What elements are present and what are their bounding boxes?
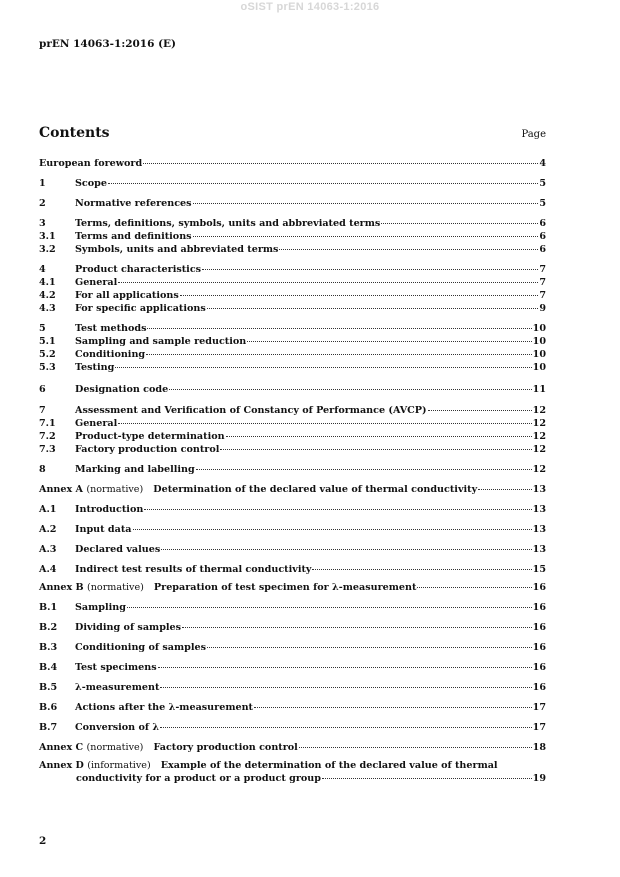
dot-leader bbox=[158, 666, 532, 668]
toc-entry-title: Conversion of λ bbox=[75, 722, 160, 733]
toc-entry-title bbox=[39, 483, 477, 496]
toc-entry-number: 5 bbox=[39, 323, 46, 334]
toc-entry-title: General bbox=[75, 418, 118, 429]
toc-entry-page: 4 bbox=[539, 158, 546, 169]
dot-leader bbox=[193, 202, 539, 204]
toc-entry-title: Test methods bbox=[75, 323, 147, 334]
toc-entry-number: A.3 bbox=[39, 544, 57, 555]
toc-entry-number: 1 bbox=[39, 178, 46, 189]
dot-leader bbox=[279, 248, 538, 250]
toc-entry-title: Normative references bbox=[75, 198, 192, 209]
toc-entry[interactable] bbox=[39, 621, 546, 634]
toc-entry-number: 7.2 bbox=[39, 431, 56, 442]
toc-entry[interactable] bbox=[39, 276, 546, 289]
toc-entry-number: 7.3 bbox=[39, 444, 56, 455]
toc-entry-title: Terms, definitions, symbols, units and abbreviated terms bbox=[75, 218, 381, 229]
dot-leader bbox=[115, 366, 531, 368]
toc-entry-title: Sampling and sample reduction bbox=[75, 336, 247, 347]
toc-entry-page: 12 bbox=[532, 444, 546, 455]
dot-leader bbox=[428, 409, 532, 411]
toc-entry-page: 10 bbox=[532, 323, 546, 334]
toc-entry-page: 7 bbox=[539, 290, 546, 301]
toc-entry-page: 6 bbox=[539, 231, 546, 242]
toc-entry[interactable] bbox=[39, 322, 546, 335]
toc-entry-page: 16 bbox=[532, 582, 546, 593]
dot-leader bbox=[202, 268, 538, 270]
toc-entry-page: 13 bbox=[532, 544, 546, 555]
toc-entry-title: Product-type determination bbox=[75, 431, 225, 442]
page-title: Contents bbox=[39, 125, 110, 141]
toc-entry[interactable] bbox=[39, 563, 546, 576]
annex-status: (normative) bbox=[87, 582, 144, 593]
toc-entry[interactable] bbox=[39, 197, 546, 210]
toc-entry-page: 13 bbox=[532, 484, 546, 495]
toc-entry[interactable] bbox=[39, 641, 546, 654]
annex-label: Annex A bbox=[39, 484, 84, 495]
dot-leader bbox=[143, 162, 538, 164]
toc-entry-page: 15 bbox=[532, 564, 546, 575]
toc-entry[interactable] bbox=[39, 601, 546, 614]
page-number: 2 bbox=[39, 835, 47, 847]
dot-leader bbox=[118, 422, 531, 424]
toc-entry-title bbox=[39, 581, 416, 594]
toc-entry-title bbox=[39, 741, 298, 754]
annex-label: Annex C bbox=[39, 742, 84, 753]
dot-leader bbox=[226, 435, 532, 437]
annex-status: (informative) bbox=[87, 760, 151, 771]
toc-entry-title: Introduction bbox=[75, 504, 144, 515]
toc-entry-title: Test specimens bbox=[75, 662, 157, 673]
toc-entry-title bbox=[39, 759, 498, 772]
dot-leader bbox=[160, 726, 532, 728]
toc-entry-title: Actions after the λ-measurement bbox=[75, 702, 253, 713]
toc-entry[interactable] bbox=[39, 661, 546, 674]
dot-leader bbox=[247, 340, 531, 342]
toc-entry-title: Assessment and Verification of Constancy of Performance (AVCP) bbox=[75, 405, 427, 416]
toc-entry-page: 6 bbox=[539, 244, 546, 255]
toc-entry-page: 10 bbox=[532, 336, 546, 347]
toc-entry-number: B.4 bbox=[39, 662, 58, 673]
toc-entry-title: Terms and definitions bbox=[75, 231, 192, 242]
toc-entry-page: 12 bbox=[532, 405, 546, 416]
toc-entry[interactable] bbox=[39, 335, 546, 348]
toc-entry[interactable] bbox=[39, 523, 546, 536]
toc-entry[interactable] bbox=[39, 741, 546, 754]
annex-title: Determination of the declared value of thermal conductivity bbox=[153, 484, 478, 495]
toc-entry-page: 19 bbox=[532, 773, 546, 784]
toc-entry-number: 4.2 bbox=[39, 290, 56, 301]
toc-entry-title: Input data bbox=[75, 524, 132, 535]
toc-entry-title: Product characteristics bbox=[75, 264, 202, 275]
toc-entry-page: 16 bbox=[532, 682, 546, 693]
toc-entry[interactable] bbox=[39, 483, 546, 496]
dot-leader bbox=[478, 488, 531, 490]
dot-leader bbox=[147, 327, 531, 329]
annex-status: (normative) bbox=[86, 742, 144, 753]
toc-entry[interactable] bbox=[39, 289, 546, 302]
toc-entry-page: 9 bbox=[539, 303, 546, 314]
toc-entry-title: Designation code bbox=[75, 384, 169, 395]
toc-entry-title: Conditioning of samples bbox=[75, 642, 206, 653]
dot-leader bbox=[144, 508, 531, 510]
toc-entry-title: Sampling bbox=[75, 602, 126, 613]
toc-entry-page: 18 bbox=[532, 742, 546, 753]
toc-entry-page: 13 bbox=[532, 524, 546, 535]
toc-entry[interactable] bbox=[39, 302, 546, 315]
toc-entry[interactable] bbox=[39, 230, 546, 243]
toc-entry[interactable] bbox=[39, 443, 546, 456]
toc-entry-page: 17 bbox=[532, 702, 546, 713]
dot-leader bbox=[207, 307, 539, 309]
dot-leader bbox=[182, 626, 532, 628]
toc-entry-title: Conditioning bbox=[75, 349, 146, 360]
toc-entry-number: 5.2 bbox=[39, 349, 56, 360]
toc-entry[interactable] bbox=[39, 681, 546, 694]
toc-entry-title: Symbols, units and abbreviated terms bbox=[75, 244, 279, 255]
toc-entry-title: Factory production control bbox=[75, 444, 220, 455]
dot-leader bbox=[160, 686, 531, 688]
toc-entry-number: B.5 bbox=[39, 682, 58, 693]
toc-entry-page: 16 bbox=[532, 602, 546, 613]
toc-entry-number: B.6 bbox=[39, 702, 58, 713]
toc-entry-page: 10 bbox=[532, 362, 546, 373]
toc-entry-number: B.3 bbox=[39, 642, 58, 653]
annex-label: Annex D bbox=[39, 760, 84, 771]
toc-entry-number: 3.2 bbox=[39, 244, 56, 255]
toc-entry-number: A.1 bbox=[39, 504, 57, 515]
dot-leader bbox=[312, 568, 531, 570]
dot-leader bbox=[180, 294, 539, 296]
toc-entry-number: 3.1 bbox=[39, 231, 56, 242]
toc-entry-number: 7.1 bbox=[39, 418, 56, 429]
toc-entry-title: Marking and labelling bbox=[75, 464, 195, 475]
toc-entry-number: 4.3 bbox=[39, 303, 56, 314]
toc-entry-title: Declared values bbox=[75, 544, 161, 555]
toc-entry-number: 7 bbox=[39, 405, 46, 416]
toc-entry-number: 5.3 bbox=[39, 362, 56, 373]
toc-entry-number: 5.1 bbox=[39, 336, 56, 347]
dot-leader bbox=[299, 746, 532, 748]
toc-entry-title-continued: conductivity for a product or a product group bbox=[76, 773, 321, 784]
toc-entry[interactable] bbox=[39, 503, 546, 516]
dot-leader bbox=[322, 777, 532, 779]
toc-entry[interactable] bbox=[39, 721, 546, 734]
toc-entry[interactable] bbox=[39, 404, 546, 417]
dot-leader bbox=[193, 235, 539, 237]
toc-entry[interactable] bbox=[39, 361, 546, 374]
toc-entry-page: 13 bbox=[532, 504, 546, 515]
dot-leader bbox=[207, 646, 532, 648]
dot-leader bbox=[127, 606, 532, 608]
toc-entry-page: 10 bbox=[532, 349, 546, 360]
toc-entry-number: B.2 bbox=[39, 622, 58, 633]
toc-entry-title: λ-measurement bbox=[75, 682, 160, 693]
toc-entry-page: 6 bbox=[539, 218, 546, 229]
toc-entry-number: B.1 bbox=[39, 602, 58, 613]
toc-entry-page: 7 bbox=[539, 264, 546, 275]
toc-entry[interactable] bbox=[39, 177, 546, 190]
dot-leader bbox=[254, 706, 532, 708]
toc-entry-page: 12 bbox=[532, 431, 546, 442]
dot-leader bbox=[118, 281, 538, 283]
toc-entry-number: 3 bbox=[39, 218, 46, 229]
toc-entry-title: Dividing of samples bbox=[75, 622, 182, 633]
annex-title: Factory production control bbox=[153, 742, 298, 753]
document-id: prEN 14063-1:2016 (E) bbox=[39, 38, 177, 50]
page-column-label: Page bbox=[521, 129, 546, 140]
dot-leader bbox=[220, 448, 531, 450]
toc-entry-number: 8 bbox=[39, 464, 46, 475]
dot-leader bbox=[108, 182, 538, 184]
watermark: oSIST prEN 14063-1:2016 bbox=[240, 1, 380, 13]
toc-entry-number: 6 bbox=[39, 384, 46, 395]
toc-entry-page: 12 bbox=[532, 418, 546, 429]
dot-leader bbox=[161, 548, 531, 550]
dot-leader bbox=[417, 586, 531, 588]
annex-title: Preparation of test specimen for λ-measurement bbox=[153, 582, 417, 593]
dot-leader bbox=[146, 353, 532, 355]
toc-entry-number: 4 bbox=[39, 264, 46, 275]
toc-entry-page: 16 bbox=[532, 622, 546, 633]
toc-entry-title: For all applications bbox=[75, 290, 179, 301]
toc-entry-page: 12 bbox=[532, 464, 546, 475]
toc-entry[interactable] bbox=[39, 348, 546, 361]
toc-entry[interactable] bbox=[39, 581, 546, 594]
toc-entry[interactable] bbox=[39, 383, 546, 396]
dot-leader bbox=[133, 528, 532, 530]
toc-entry[interactable] bbox=[39, 701, 546, 714]
dot-leader bbox=[196, 468, 532, 470]
toc-entry[interactable] bbox=[39, 463, 546, 476]
toc-entry-page: 17 bbox=[532, 722, 546, 733]
annex-title: Example of the determination of the declared value of thermal bbox=[160, 760, 498, 771]
toc-entry[interactable] bbox=[39, 263, 546, 276]
toc-entry[interactable] bbox=[39, 243, 546, 256]
toc-entry-page: 11 bbox=[532, 384, 546, 395]
toc-entry-title: For specific applications bbox=[75, 303, 206, 314]
toc-entry[interactable] bbox=[39, 759, 546, 785]
toc-entry-page: 16 bbox=[532, 662, 546, 673]
annex-label: Annex B bbox=[39, 582, 84, 593]
toc-entry[interactable] bbox=[39, 543, 546, 556]
toc-entry[interactable] bbox=[39, 217, 546, 230]
toc-entry-title: European foreword bbox=[39, 158, 143, 169]
annex-status: (normative) bbox=[86, 484, 144, 495]
toc-entry-number: 4.1 bbox=[39, 277, 56, 288]
dot-leader bbox=[381, 222, 538, 224]
dot-leader bbox=[169, 388, 531, 390]
toc-entry-title: Testing bbox=[75, 362, 115, 373]
toc-entry-number: A.2 bbox=[39, 524, 57, 535]
toc-entry-page: 7 bbox=[539, 277, 546, 288]
toc-entry[interactable] bbox=[39, 157, 546, 170]
toc-entry-page: 16 bbox=[532, 642, 546, 653]
toc-entry-number: A.4 bbox=[39, 564, 57, 575]
toc-entry-title: General bbox=[75, 277, 118, 288]
toc-entry-page: 5 bbox=[539, 178, 546, 189]
toc-entry-page: 5 bbox=[539, 198, 546, 209]
toc-entry[interactable] bbox=[39, 430, 546, 443]
toc-entry[interactable] bbox=[39, 417, 546, 430]
toc-entry-number: B.7 bbox=[39, 722, 58, 733]
toc-entry-title: Indirect test results of thermal conductivity bbox=[75, 564, 312, 575]
toc-entry-number: 2 bbox=[39, 198, 46, 209]
toc-entry-title: Scope bbox=[75, 178, 107, 189]
